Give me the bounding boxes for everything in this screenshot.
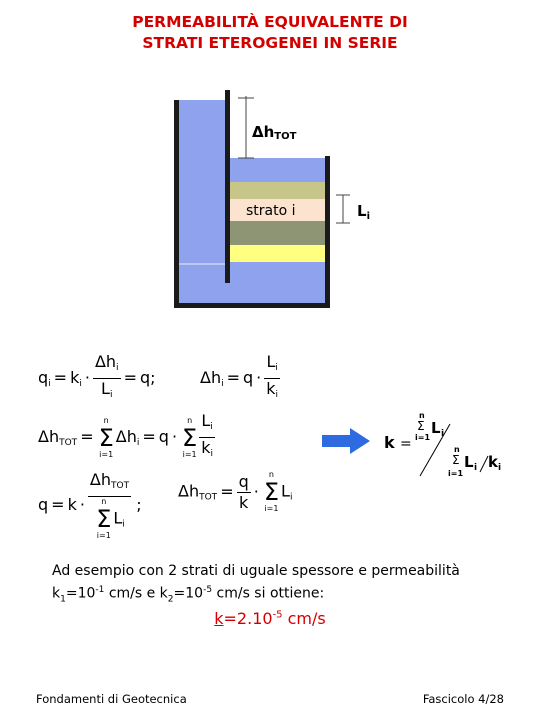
formula-darcy-layer: $q_i = k_i$ · $\frac{\Delta h_i}{L_i}$ = q; <box>38 352 156 400</box>
svg-text:i: i <box>441 429 445 439</box>
example-result: $k=2.10^{-5}$ cm/s <box>214 609 326 628</box>
footer-course-name: Fondamenti di Geotecnica <box>36 692 187 706</box>
formula-total-head-equivalent: $\Delta h_{TOT}$ = $\frac{q}{k}$ · n Σ i=1 $L_i$ <box>178 470 293 513</box>
dh-sub: TOT <box>274 131 297 142</box>
layer-top <box>228 182 327 199</box>
svg-text:i: i <box>498 463 502 473</box>
svg-text:i=1: i=1 <box>415 433 431 442</box>
thickness-label: $L_i$ <box>357 202 370 222</box>
svg-text:k: k <box>488 453 498 471</box>
container-left-wall <box>174 100 179 308</box>
arrow-right-icon <box>322 428 370 454</box>
layer-bottom <box>228 245 327 262</box>
title-line-2: STRATI ETEROGENEI IN SERIE <box>142 34 398 52</box>
svg-text:L: L <box>464 453 474 471</box>
water-right-top <box>228 158 327 182</box>
formula-equivalent-permeability <box>380 406 510 486</box>
svg-text:k: k <box>384 433 395 452</box>
container-bottom-wall <box>174 303 330 308</box>
example-text: Ad esempio con 2 strati di uguale spessore e permeabilità $k_1=10^{-1}$ cm/s e $k_2=10^{-5}$ cm/s si ottiene: <box>52 563 460 605</box>
layer-label: strato i <box>246 203 296 219</box>
formula-equivalent-flow: q = k · $\Delta h_{TOT}$ n Σ i=1 $L_i$ ; <box>38 470 142 540</box>
title-line-1: PERMEABILITÀ EQUIVALENTE DI <box>132 13 408 31</box>
layer-dark <box>228 221 327 245</box>
svg-text:i=1: i=1 <box>448 469 464 478</box>
svg-text:Σ: Σ <box>417 419 425 433</box>
footer-page-number: Fascicolo 4/28 <box>422 692 504 706</box>
svg-text:Σ: Σ <box>452 453 460 467</box>
svg-text:n: n <box>454 445 460 454</box>
container-inner-wall <box>225 90 230 283</box>
thickness-sub: i <box>366 211 370 222</box>
dh-label: ΔhTOT <box>252 123 297 142</box>
formula-total-head-loss: $\Delta h_{TOT}$ = n Σ i=1 $\Delta h_i = q$ · n Σ i=1 $\frac{L_i}{k_i}$ <box>38 411 213 459</box>
formula-head-loss-layer: $\Delta h_i = q$ · $\frac{L_i}{k_i}$ <box>200 352 279 400</box>
svg-text:=: = <box>400 436 412 452</box>
svg-text:i: i <box>474 463 478 473</box>
container-right-wall <box>325 156 330 308</box>
water-bottom <box>178 262 328 304</box>
svg-text:L: L <box>431 419 441 437</box>
svg-text:n: n <box>419 411 425 420</box>
